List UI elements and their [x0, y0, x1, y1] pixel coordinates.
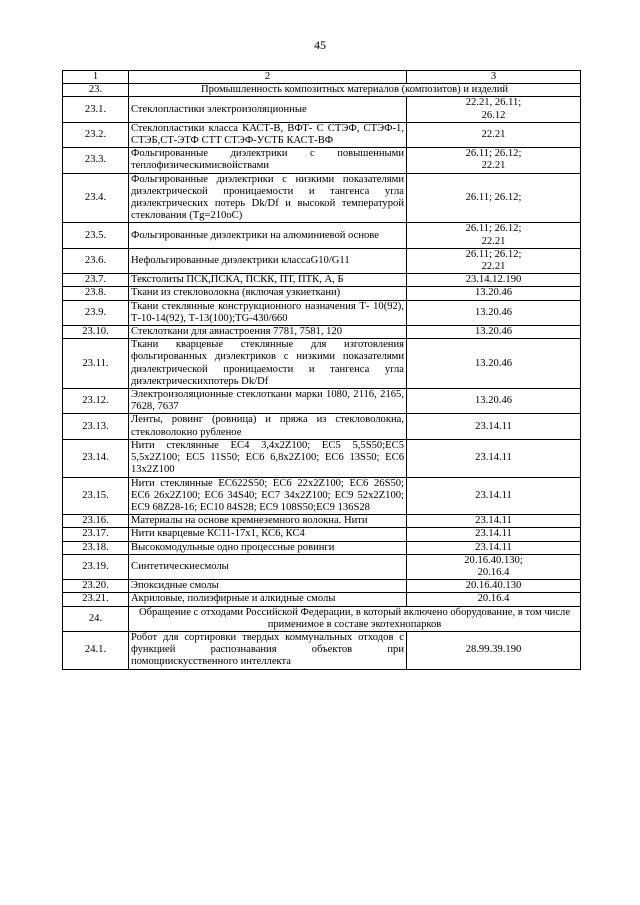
row-number: 23.21.: [63, 593, 129, 606]
item-code: 23.14.11: [407, 541, 581, 554]
table-row: [63, 148, 581, 173]
item-name: Фольгированные диэлектрики на алюминиевой основе: [129, 223, 407, 248]
row-number: 24.1.: [63, 631, 129, 669]
section-row: [63, 606, 581, 631]
row-number: 23.8.: [63, 287, 129, 300]
item-name: Стеклопластики класса КАСТ-В, ВФТ- С СТЭФ, СТЭФ-1, СТЭБ,СТ-ЭТФ СТТ СТЭФ-УСТБ КАСТ-ВФ: [129, 122, 407, 147]
row-number: 23.17.: [63, 528, 129, 541]
table-row: [63, 274, 581, 287]
item-name: Нефольгированные диэлектрики классаG10/G11: [129, 248, 407, 273]
classification-table: [62, 70, 581, 670]
row-number: 23.20.: [63, 580, 129, 593]
item-code: 13.20.46: [407, 389, 581, 414]
item-code: 23.14.11: [407, 439, 581, 477]
item-name: Синтетическиесмолы: [129, 554, 407, 579]
item-code: 23.14.11: [407, 528, 581, 541]
row-number: 23.13.: [63, 414, 129, 439]
table-row: [63, 248, 581, 273]
item-code: 26.11; 26.12; 22.21: [407, 223, 581, 248]
row-number: 23.18.: [63, 541, 129, 554]
table-row: [63, 414, 581, 439]
row-number: 23.10.: [63, 326, 129, 339]
row-number: 23.5.: [63, 223, 129, 248]
row-number: 23.2.: [63, 122, 129, 147]
table-row: [63, 300, 581, 325]
row-number: 23.15.: [63, 477, 129, 515]
item-name: Стеклопластики электроизоляционные: [129, 97, 407, 122]
row-number: 23.3.: [63, 148, 129, 173]
item-code: 20.16.40.130; 20.16.4: [407, 554, 581, 579]
table-row: [63, 580, 581, 593]
row-number: 24.: [63, 606, 129, 631]
table-row: [63, 223, 581, 248]
item-code: 23.14.11: [407, 477, 581, 515]
item-code: 23.14.12.190: [407, 274, 581, 287]
item-code: 20.16.40.130: [407, 580, 581, 593]
header-col-1: 1: [63, 71, 129, 84]
item-code: 26.11; 26.12;: [407, 173, 581, 223]
header-col-2: 2: [129, 71, 407, 84]
section-title: Обращение с отходами Российской Федерации, в который включено оборудование, в том числе применимое в составе экотехнопарков: [129, 606, 581, 631]
item-name: Акриловые, полиэфирные и алкидные смолы: [129, 593, 407, 606]
table-row: [63, 173, 581, 223]
item-name: Высокомодульные одно процессные ровинги: [129, 541, 407, 554]
row-number: 23.6.: [63, 248, 129, 273]
table-body: [63, 71, 581, 670]
table-row: [63, 515, 581, 528]
table-row: [63, 339, 581, 389]
row-number: 23.11.: [63, 339, 129, 389]
header-col-3: 3: [407, 71, 581, 84]
table-row: [63, 554, 581, 579]
item-name: Фольгированные диэлектрики с повышенными теплофизическимисвойствами: [129, 148, 407, 173]
item-code: 23.14.11: [407, 414, 581, 439]
row-number: 23.19.: [63, 554, 129, 579]
item-code: 20.16.4: [407, 593, 581, 606]
row-number: 23.7.: [63, 274, 129, 287]
item-name: Эпоксидные смолы: [129, 580, 407, 593]
item-name: Ткани из стекловолокна (включая узкиеткани): [129, 287, 407, 300]
row-number: 23.9.: [63, 300, 129, 325]
item-name: Электроизоляционные стеклоткани марки 1080, 2116, 2165, 7628, 7637: [129, 389, 407, 414]
row-number: 23.: [63, 84, 129, 97]
row-number: 23.4.: [63, 173, 129, 223]
table-row: [63, 97, 581, 122]
item-code: 13.20.46: [407, 300, 581, 325]
section-title: Промышленность композитных материалов (композитов) и изделий: [129, 84, 581, 97]
item-code: 22.21, 26.11; 26.12: [407, 97, 581, 122]
item-code: 13.20.46: [407, 339, 581, 389]
row-number: 23.14.: [63, 439, 129, 477]
item-name: Нити стеклянные ЕС4 3,4x2Z100; ЕС5 5,5S50;ЕС5 5,5x2Z100; ЕС5 11S50; ЕС6 6,8x2Z100; ЕС6 13S50; ЕС6 13x2Z100: [129, 439, 407, 477]
row-number: 23.16.: [63, 515, 129, 528]
table-row: [63, 287, 581, 300]
item-name: Текстолиты ПСК,ПСКА, ПСКК, ПТ, ПТК, А, Б: [129, 274, 407, 287]
table-row: [63, 477, 581, 515]
item-name: Нити стеклянные ЕС622S50; ЕС6 22x2Z100; ЕС6 26S50; ЕС6 26x2Z100; ЕС6 34S40; ЕС7 34x2Z100; ЕС9 52x2Z100; ЕС9 68Z28-16; ЕС10 84S28; ЕС9 108S50;ЕС9 136S28: [129, 477, 407, 515]
table-row: [63, 593, 581, 606]
row-number: 23.12.: [63, 389, 129, 414]
item-code: 26.11; 26.12; 22.21: [407, 248, 581, 273]
table-row: [63, 528, 581, 541]
page-number: 45: [314, 38, 326, 52]
item-code: 22.21: [407, 122, 581, 147]
item-name: Ленты, ровинг (ровница) и пряжа из стекловолокна, стекловолокно рубленое: [129, 414, 407, 439]
section-row: [63, 84, 581, 97]
item-code: 28.99.39.190: [407, 631, 581, 669]
item-name: Фольгированные диэлектрики с низкими показателями диэлектрической проницаемости и тангенса угла диэлектрических потерь Dk/Df и высокой температурой стеклования (Tg=210oC): [129, 173, 407, 223]
row-number: 23.1.: [63, 97, 129, 122]
item-name: Нити кварцевые КС11-17x1, КС6, КС4: [129, 528, 407, 541]
header-row: [63, 71, 581, 84]
item-name: Ткани кварцевые стеклянные для изготовления фольгированных диэлектриков с низкими показателями диэлектрической проницаемости и тангенса угла диэлектрическихпотерь Dk/Df: [129, 339, 407, 389]
item-name: Материалы на основе кремнеземного волокна. Нити: [129, 515, 407, 528]
item-name: Ткани стеклянные конструкционного назначения Т- 10(92), Т-10-14(92), Т-13(100);TG-430/660: [129, 300, 407, 325]
item-code: 26.11; 26.12; 22.21: [407, 148, 581, 173]
table-row: [63, 541, 581, 554]
item-code: 13.20.46: [407, 326, 581, 339]
table-row: [63, 389, 581, 414]
item-code: 13.20.46: [407, 287, 581, 300]
item-code: 23.14.11: [407, 515, 581, 528]
table-row: [63, 439, 581, 477]
table-row: [63, 122, 581, 147]
item-name: Робот для сортировки твердых коммунальных отходов с функцией распознавания объектов при помощиискусственного интеллекта: [129, 631, 407, 669]
table-row: [63, 326, 581, 339]
table-row: [63, 631, 581, 669]
item-name: Стеклоткани для авиастроения 7781, 7581, 120: [129, 326, 407, 339]
